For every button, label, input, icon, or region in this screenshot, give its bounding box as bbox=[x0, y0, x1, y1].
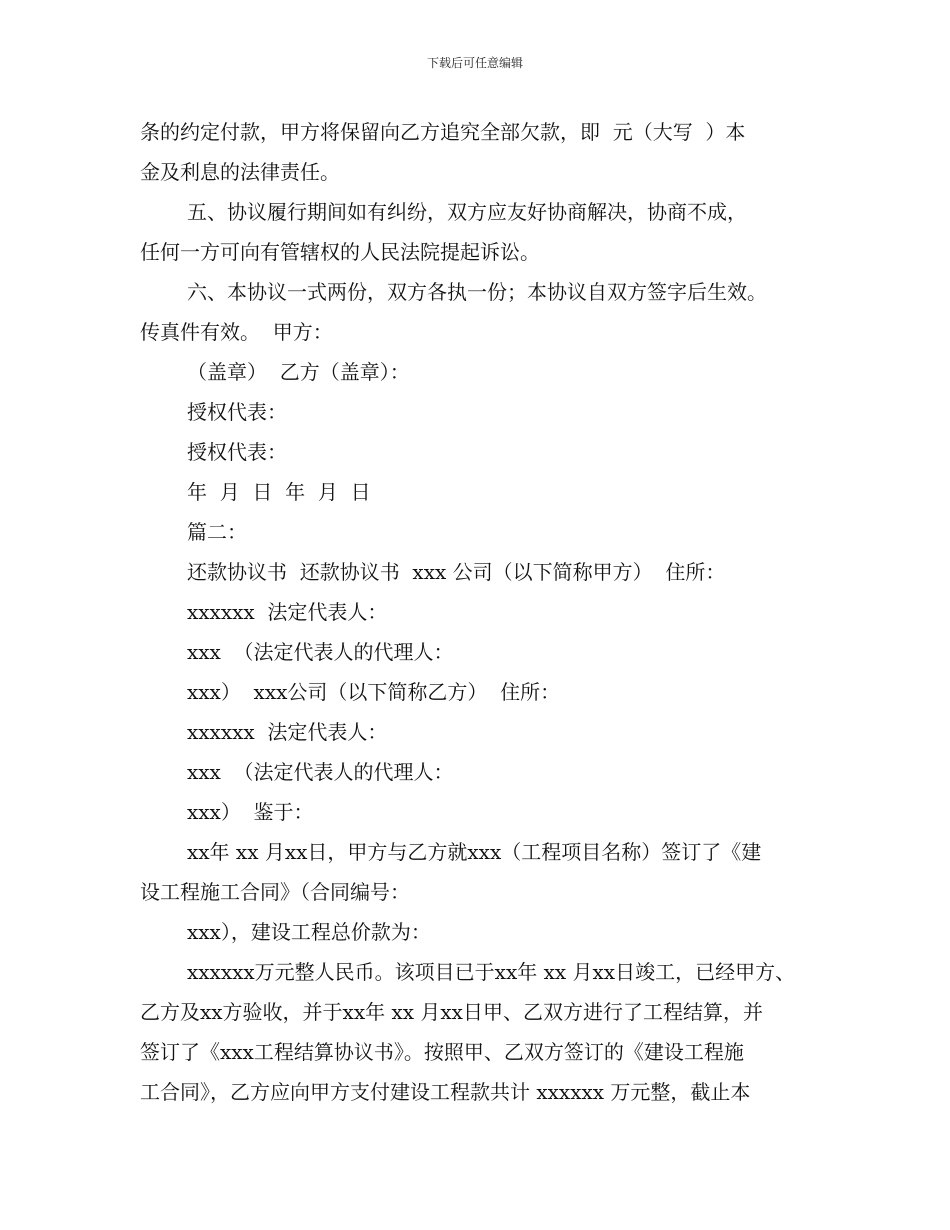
paragraph-line: 授权代表： bbox=[187, 440, 287, 464]
paragraph-line: 签订了《xxx工程结算协议书》。按照甲、乙双方签订的《建设工程施 bbox=[140, 1040, 744, 1064]
paragraph-line: 五、协议履行期间如有纠纷，双方应友好协商解决，协商不成， bbox=[187, 200, 747, 224]
paragraph-line: 设工程施工合同》（合同编号： bbox=[140, 880, 410, 904]
paragraph-line: xx年 xx 月xx日，甲方与乙方就xxx（工程项目名称）签订了《建 bbox=[187, 840, 762, 864]
document-body bbox=[140, 112, 830, 1112]
paragraph-line: xxx） 鉴于： bbox=[187, 800, 314, 824]
paragraph-line: 授权代表： bbox=[187, 400, 287, 424]
paragraph-line: xxxxxx 法定代表人： bbox=[187, 720, 388, 744]
paragraph-line: xxxxxx万元整人民币。该项目已于xx年 xx 月xx日竣工，已经甲方、 bbox=[187, 960, 796, 984]
paragraph-line: xxx （法定代表人的代理人： bbox=[187, 760, 454, 784]
paragraph-line: 传真件有效。 甲方： bbox=[140, 320, 333, 344]
paragraph-line: 工合同》，乙方应向甲方支付建设工程款共计 xxxxxx 万元整，截止本 bbox=[140, 1080, 751, 1104]
page-header: 下载后可任意编辑 bbox=[426, 56, 523, 70]
paragraph-line: 六、本协议一式两份，双方各执一份；本协议自双方签字后生效。 bbox=[187, 280, 767, 304]
paragraph-line: 金及利息的法律责任。 bbox=[140, 160, 340, 184]
paragraph-line: 年 月 日 年 月 日 bbox=[187, 480, 371, 504]
paragraph-line: xxx） xxx公司（以下简称乙方） 住所： bbox=[187, 680, 561, 704]
paragraph-line: 篇二： bbox=[187, 520, 247, 544]
paragraph-line: xxxxxx 法定代表人： bbox=[187, 600, 388, 624]
paragraph-line: 条的约定付款，甲方将保留向乙方追究全部欠款，即 元（大写 ）本 bbox=[140, 120, 746, 144]
paragraph-line: 任何一方可向有管辖权的人民法院提起诉讼。 bbox=[140, 240, 540, 264]
paragraph-line: xxx （法定代表人的代理人： bbox=[187, 640, 454, 664]
paragraph-line: （盖章） 乙方（盖章）： bbox=[187, 360, 410, 384]
paragraph-line: xxx），建设工程总价款为： bbox=[187, 920, 431, 944]
paragraph-line: 乙方及xx方验收，并于xx年 xx 月xx日甲、乙双方进行了工程结算，并 bbox=[140, 1000, 763, 1024]
paragraph-line: 还款协议书 还款协议书 xxx 公司（以下简称甲方） 住所： bbox=[187, 560, 726, 584]
